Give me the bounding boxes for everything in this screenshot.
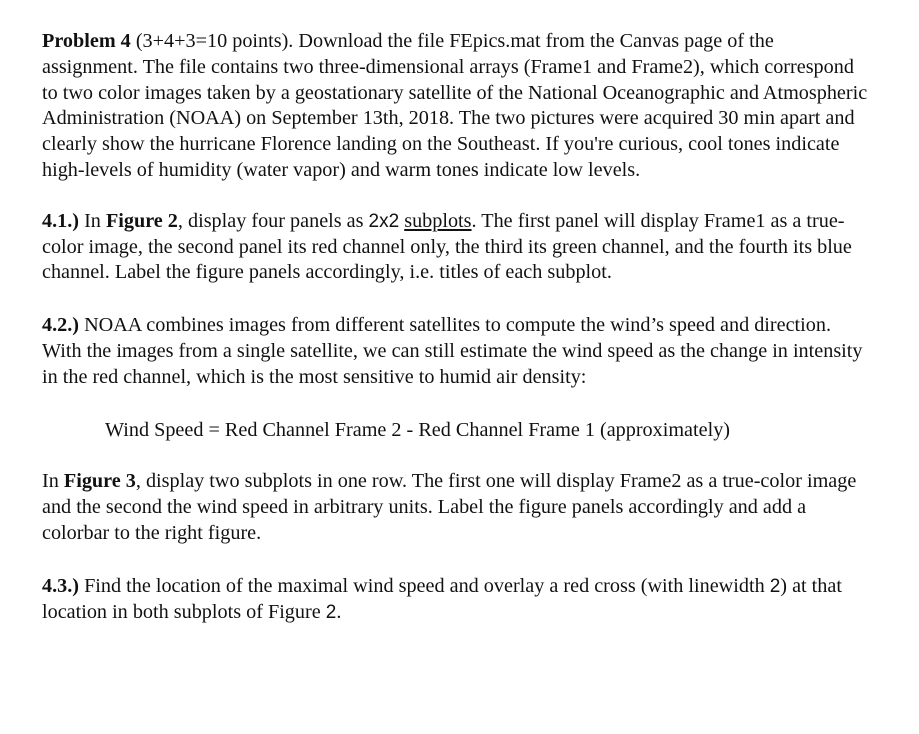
part-4-1-label: 4.1.) <box>42 209 80 232</box>
part-4-1-grid-size: 2x2 <box>368 210 400 232</box>
part-4-1 <box>42 209 872 286</box>
part-4-2-fig-text: , display two subplots in one row. The first one will display Frame2 as a true-color image and the second the wind speed in arbitrary units. Label the figure panels accordingly and add a colorbar to the right figure. <box>42 470 857 544</box>
part-4-2-figure-3 <box>42 469 872 546</box>
part-4-2-text: NOAA combines images from different satellites to compute the wind’s speed and direction. With the images from a single satellite, we can still estimate the wind speed as the change in intensity in the red channel, which is the most sensitive to humid air density: <box>42 314 863 388</box>
problem-intro-text: (3+4+3=10 points). Download the file FEpics.mat from the Canvas page of the assignment. The file contains two three-dimensional arrays (Frame1 and Frame2), which correspond to two color images taken by a geostationary satellite of the National Oceanographic and Atmospheric Administration (NOAA) on September 13th, 2018. The two pictures were acquired 30 min apart and clearly show the hurricane Florence landing on the Southeast. If you're curious, cool tones indicate high-levels of humidity (water vapor) and warm tones indicate low levels. <box>42 30 868 181</box>
problem-intro <box>42 29 872 184</box>
part-4-3-label: 4.3.) <box>42 574 80 597</box>
part-4-2-label: 4.2.) <box>42 314 80 337</box>
part-4-1-text-b: , display four panels as <box>177 209 369 232</box>
part-4-3-text-b: ) at that location in both subplots of Figure <box>42 574 842 623</box>
part-4-1-figure-ref: Figure 2 <box>105 209 178 232</box>
part-4-3-text-c: . <box>336 600 342 623</box>
part-4-3 <box>42 574 872 626</box>
subplots-link[interactable]: subplots <box>404 209 472 232</box>
part-4-1-text-a: In <box>79 209 106 232</box>
part-4-3-text-a: Find the location of the maximal wind speed and overlay a red cross (with linewidth <box>79 574 770 597</box>
problem-heading: Problem 4 <box>42 30 131 52</box>
part-4-3-linewidth-value: 2 <box>769 575 781 597</box>
part-4-2-figure-ref: Figure 3 <box>63 470 136 493</box>
part-4-2-fig-prefix: In <box>42 470 64 493</box>
part-4-2 <box>42 313 872 390</box>
wind-speed-formula: Wind Speed = Red Channel Frame 2 - Red Channel Frame 1 (approximately) <box>105 418 731 441</box>
problem-document <box>42 29 872 625</box>
part-4-3-figure-number: 2 <box>325 601 337 623</box>
part-4-1-text-c: . The first panel will display Frame1 as a true-color image, the second panel its red channel only, the third its green channel, and the fourth its blue channel. Label the figure panels accordingly, i.e. titles of each subplot. <box>42 209 852 284</box>
